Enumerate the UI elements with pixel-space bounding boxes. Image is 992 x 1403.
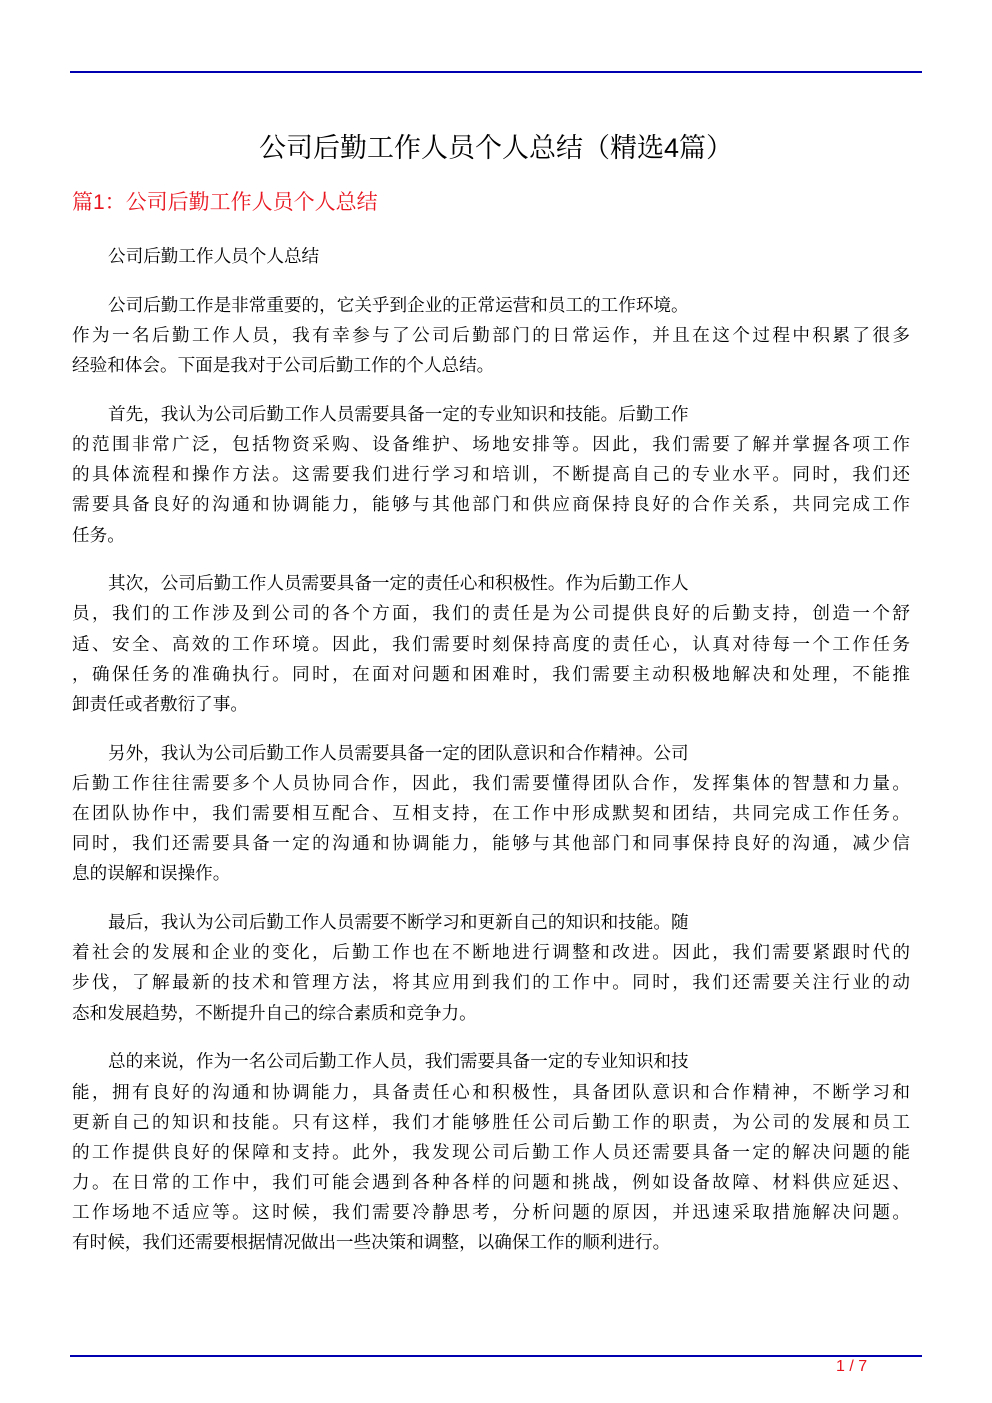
section-heading: 篇1：公司后勤工作人员个人总结 [72,191,378,214]
paragraph-line: 的范围非常广泛，包括物资采购、设备维护、场地安排等。因此，我们需要了解并掌握各项工作 [72,433,910,454]
paragraph-line: 的工作提供良好的保障和支持。此外，我发现公司后勤工作人员还需要具备一定的解决问题的能 [72,1141,910,1162]
paragraph-line: 力。在日常的工作中，我们可能会遇到各种各样的问题和挑战，例如设备故障、材料供应延迟、 [72,1172,910,1193]
header-rule [70,71,922,73]
paragraph-line: 同时，我们还需要具备一定的沟通和协调能力，能够与其他部门和同事保持良好的沟通，减少信 [72,833,910,854]
paragraph-line: 更新自己的知识和技能。只有这样，我们才能够胜任公司后勤工作的职责，为公司的发展和员工 [72,1111,910,1132]
paragraph-line: 任务。 [72,524,125,545]
paragraph-line: 适、安全、高效的工作环境。因此，我们需要时刻保持高度的责任心，认真对待每一个工作任务 [72,633,910,654]
paragraph-line: 作为一名后勤工作人员，我有幸参与了公司后勤部门的日常运作，并且在这个过程中积累了很多 [72,324,910,345]
paragraph [72,290,910,381]
paragraph-line: 在团队协作中，我们需要相互配合、互相支持，在工作中形成默契和团结，共同完成工作任务。 [72,803,910,823]
paragraph [72,568,910,719]
paragraph [72,241,910,271]
paragraph-line: 另外，我认为公司后勤工作人员需要具备一定的团队意识和合作精神。公司 [108,742,689,763]
paragraph [72,738,910,889]
paragraph-line: 最后，我认为公司后勤工作人员需要不断学习和更新自己的知识和技能。随 [108,912,689,933]
paragraph [72,1046,910,1257]
paragraph-line: 员，我们的工作涉及到公司的各个方面，我们的责任是为公司提供良好的后勤支持，创造一个舒 [72,603,910,624]
footer-rule [70,1355,922,1357]
paragraph [72,399,910,550]
paragraph-line: 息的误解和误操作。 [72,863,231,884]
paragraph [72,907,910,1028]
paragraph-line: 态和发展趋势，不断提升自己的综合素质和竞争力。 [72,1002,477,1023]
paragraph-line: 能，拥有良好的沟通和协调能力，具备责任心和积极性，具备团队意识和合作精神，不断学习和 [72,1081,910,1102]
paragraph-line: 步伐，了解最新的技术和管理方法，将其应用到我们的工作中。同时，我们还需要关注行业的动 [72,972,910,993]
paragraph-line: 总的来说，作为一名公司后勤工作人员，我们需要具备一定的专业知识和技 [108,1051,689,1072]
paragraph-line: ，确保任务的准确执行。同时，在面对问题和困难时，我们需要主动积极地解决和处理，不能推 [72,663,910,684]
paragraph-line: 需要具备良好的沟通和协调能力，能够与其他部门和供应商保持良好的合作关系，共同完成工作 [72,494,910,515]
paragraph-line: 公司后勤工作人员个人总结 [108,246,320,266]
paragraph-line: 其次，公司后勤工作人员需要具备一定的责任心和积极性。作为后勤工作人 [108,573,689,594]
paragraph-line: 工作场地不适应等。这时候，我们需要冷静思考，分析问题的原因，并迅速采取措施解决问题。 [72,1202,910,1223]
document-body [72,241,910,1276]
paragraph-line: 着社会的发展和企业的变化，后勤工作也在不断地进行调整和改进。因此，我们需要紧跟时代的 [72,942,910,963]
paragraph-line: 的具体流程和操作方法。这需要我们进行学习和培训，不断提高自己的专业水平。同时，我们还 [72,464,910,485]
paragraph-line: 经验和体会。下面是我对于公司后勤工作的个人总结。 [72,355,495,376]
paragraph-line: 首先，我认为公司后勤工作人员需要具备一定的专业知识和技能。后勤工作 [108,403,689,424]
paragraph-line: 后勤工作往往需要多个人员协同合作，因此，我们需要懂得团队合作，发挥集体的智慧和力量。 [72,772,910,793]
document-title: 公司后勤工作人员个人总结（精选4篇） [258,133,733,163]
page-number: 1 / 7 [836,1358,868,1375]
paragraph-line: 有时候，我们还需要根据情况做出一些决策和调整，以确保工作的顺利进行。 [72,1232,671,1253]
paragraph-line: 卸责任或者敷衍了事。 [72,693,248,714]
paragraph-line: 公司后勤工作是非常重要的，它关乎到企业的正常运营和员工的工作环境。 [108,294,689,315]
